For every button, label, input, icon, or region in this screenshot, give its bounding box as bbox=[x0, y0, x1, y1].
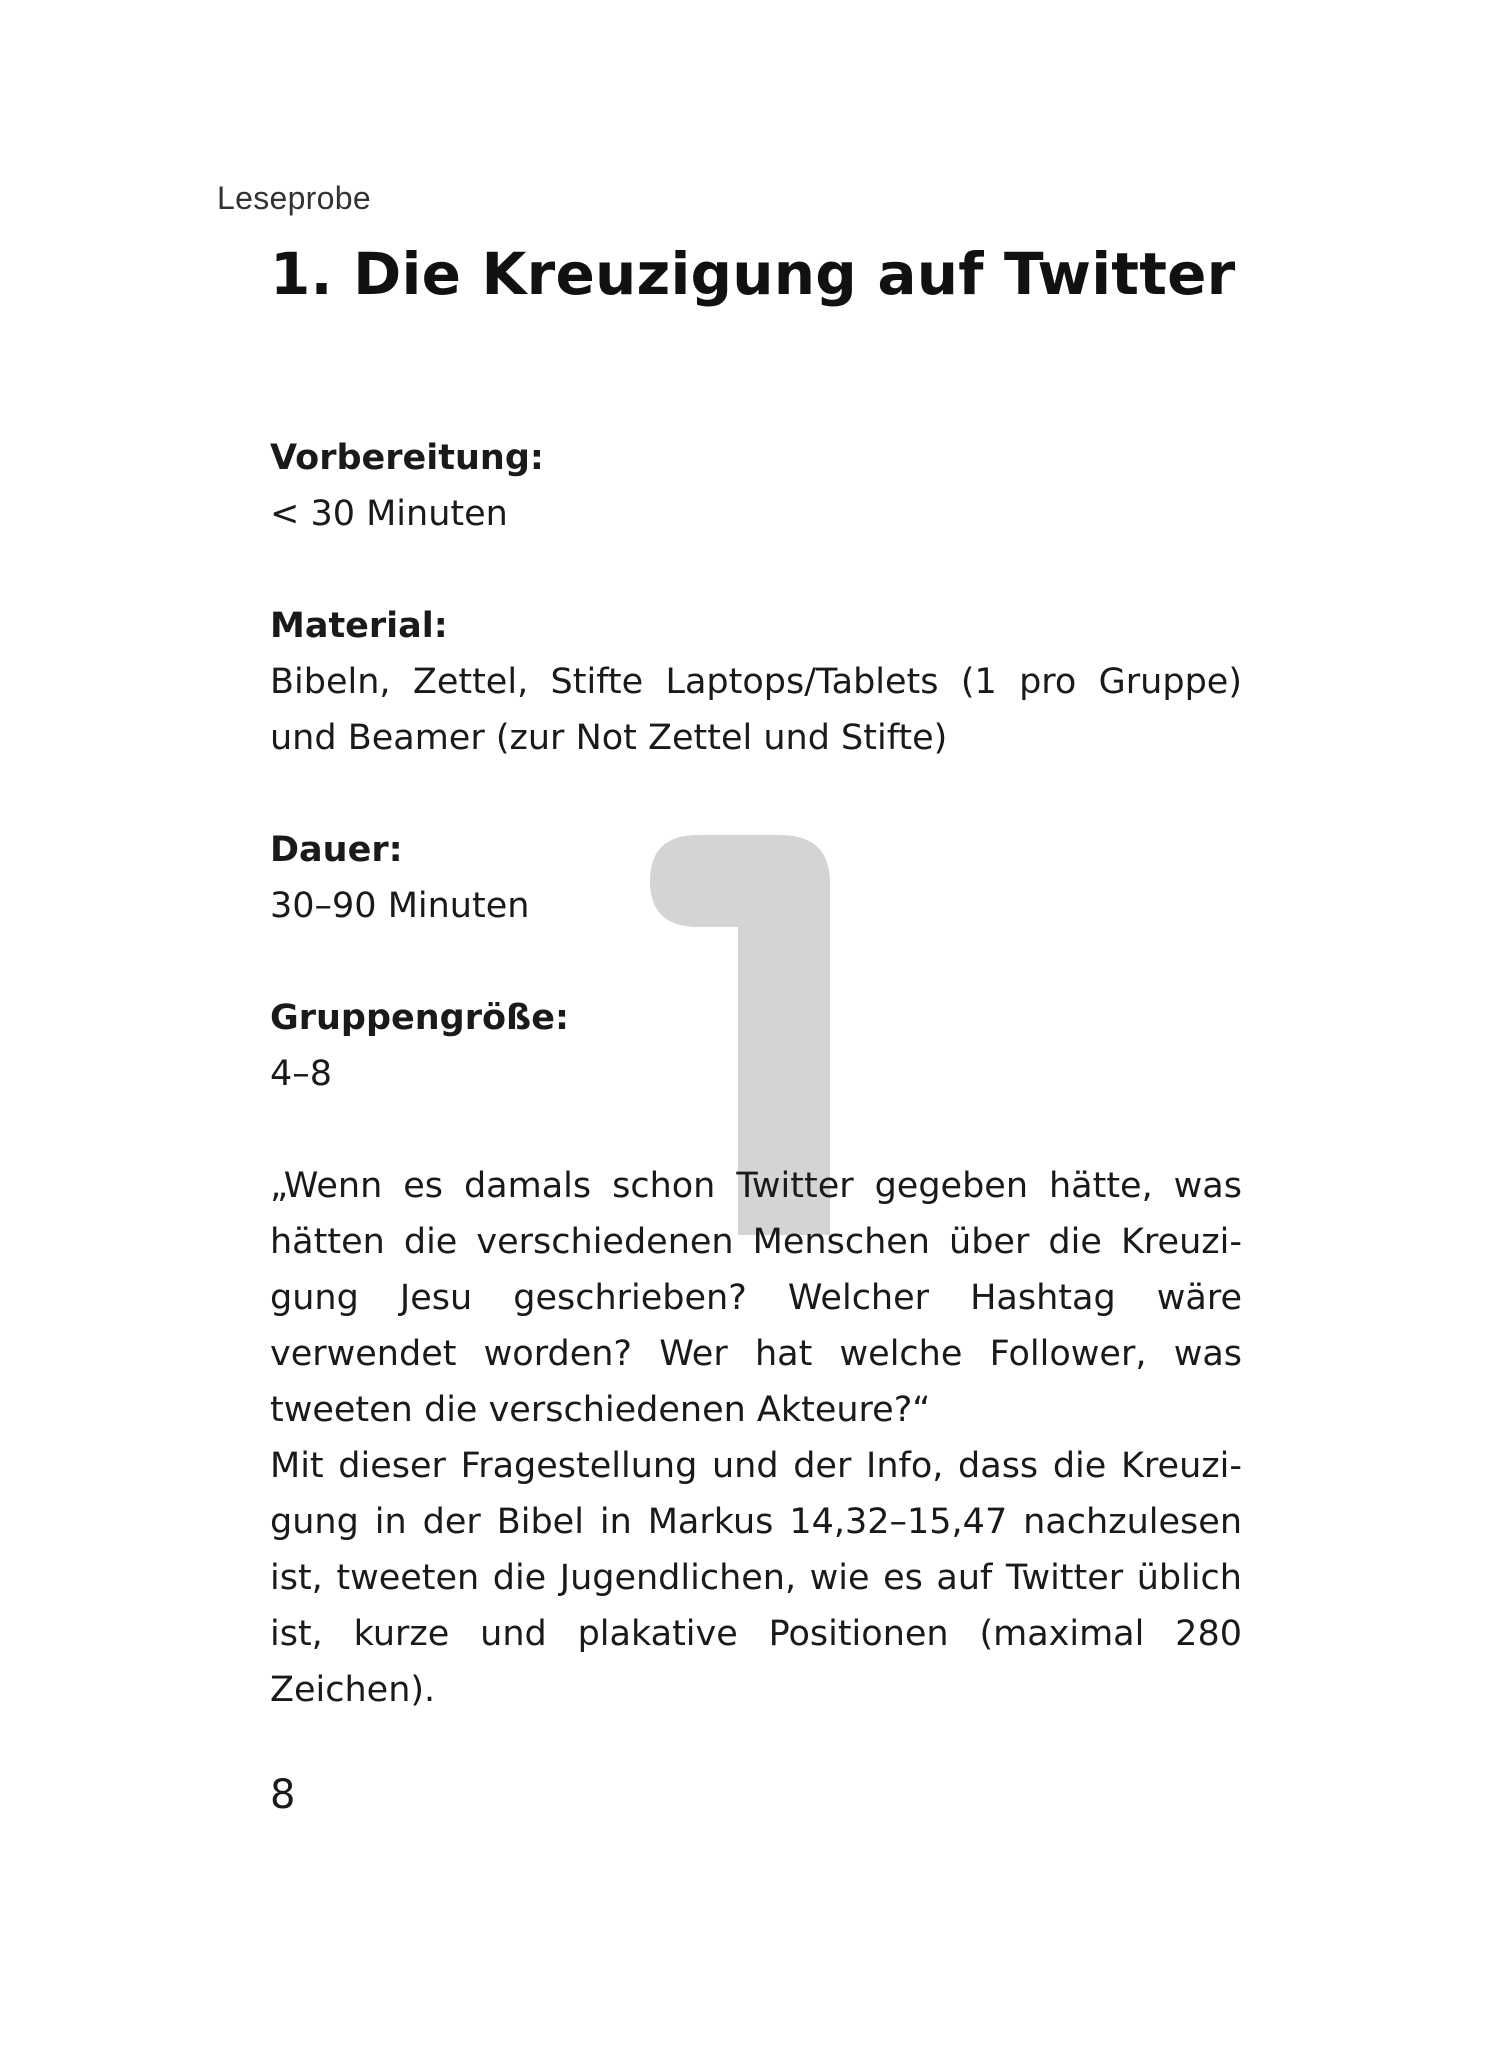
meta-value: 30–90 Minuten bbox=[270, 886, 530, 926]
meta-value: 4–8 bbox=[270, 1054, 333, 1094]
meta-preparation bbox=[270, 430, 1242, 542]
meta-label: Dauer: bbox=[270, 830, 403, 870]
meta-label: Gruppengröße: bbox=[270, 998, 569, 1038]
page-number: 8 bbox=[270, 1772, 296, 1818]
chapter-content bbox=[270, 430, 1242, 1718]
chapter-title: 1. Die Kreuzigung auf Twitter bbox=[270, 240, 1236, 308]
meta-material bbox=[270, 598, 1242, 766]
meta-label: Vorbereitung: bbox=[270, 438, 544, 478]
meta-value: < 30 Minuten bbox=[270, 494, 508, 534]
section-label: Leseprobe bbox=[217, 180, 371, 216]
meta-duration bbox=[270, 822, 1242, 934]
intro-quote: „Wenn es damals schon Twitter gegeben hätte, was hätten die verschiedenen Menschen über die Kreuzigung Jesu geschrieben? Welcher Hashtag wäre verwendet worden? Wer hat welche Follower, was tweeten die verschiedenen Akteure?“ bbox=[270, 1166, 1242, 1430]
meta-value: Bibeln, Zettel, Stifte Laptops/Tablets (1 pro Gruppe) und Beamer (zur Not Zettel und Stifte) bbox=[270, 662, 1242, 758]
body-paragraph: Mit dieser Fragestellung und der Info, dass die Kreuzigung in der Bibel in Markus 14,32–15,47 nachzulesen ist, tweeten die Jugendlichen, wie es auf Twitter üblich ist, kurze und plakative Positionen (maximal 280 Zeichen). bbox=[270, 1446, 1242, 1710]
meta-group-size bbox=[270, 990, 1242, 1102]
meta-label: Material: bbox=[270, 606, 448, 646]
